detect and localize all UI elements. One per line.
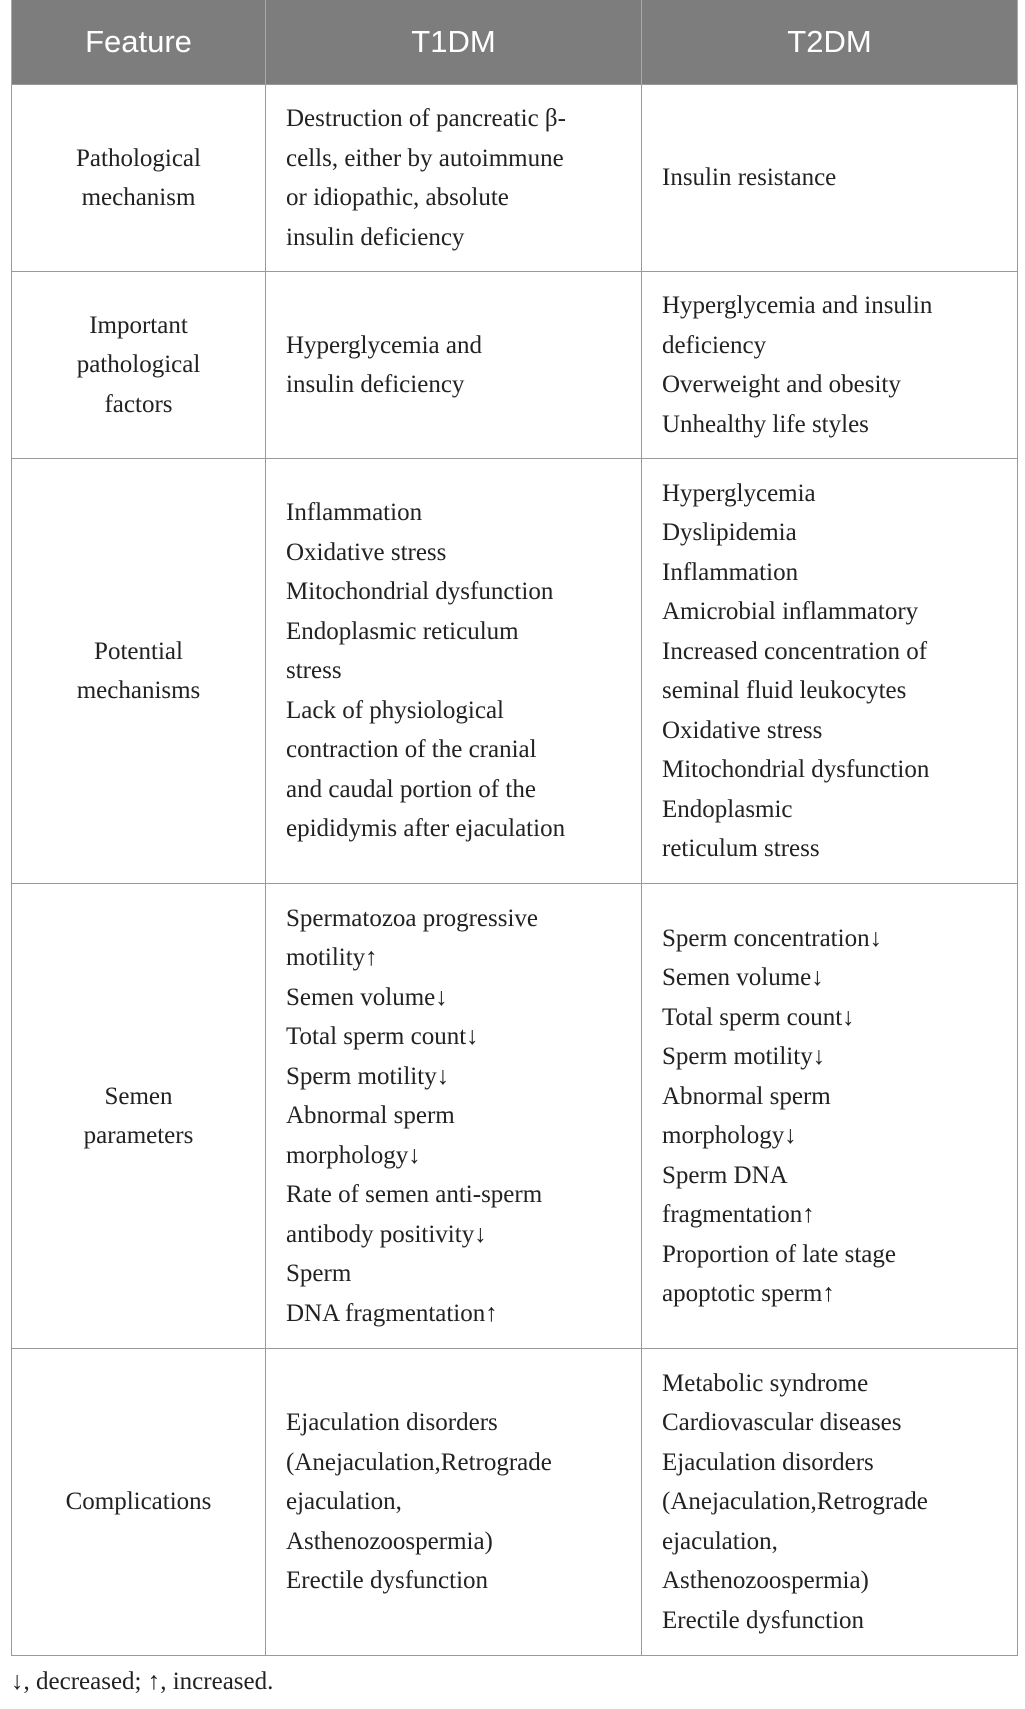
cell-line: Sperm [286,1260,352,1288]
t2dm-cell [642,85,1018,272]
t1dm-cell [266,884,642,1349]
header-t2dm: T2DM [642,0,1018,85]
cell-line: morphology↓ [286,1141,421,1169]
cell-line: Ejaculation disorders [662,1448,874,1476]
cell-line: ejaculation, [286,1488,402,1516]
cell-line: contraction of the cranial [286,736,537,764]
cell-line: reticulum stress [662,835,820,862]
t1dm-cell [266,1349,642,1656]
cell-line: Metabolic syndrome [662,1369,869,1397]
cell-line: apoptotic sperm↑ [662,1280,835,1307]
header-t1dm: T1DM [266,0,642,85]
table-row [12,884,1018,1349]
table-row [12,272,1018,459]
cell-line: seminal fluid leukocytes [662,677,907,704]
cell-line: Abnormal sperm [662,1082,831,1110]
cell-line: Sperm concentration↓ [662,924,883,952]
cell-line: Semen volume↓ [286,983,448,1011]
cell-line: insulin deficiency [286,223,465,251]
cell-line: Inflammation [286,499,423,527]
cell-line: or idiopathic, absolute [286,184,509,211]
cell-line: Total sperm count↓ [662,1003,855,1031]
feature-cell [12,1349,266,1656]
t1dm-cell [266,272,642,459]
cell-line: Dyslipidemia [662,519,797,546]
cell-line: Abnormal sperm [286,1102,455,1130]
cell-line: Sperm motility↓ [662,1043,826,1070]
cell-line: Semen volume↓ [662,964,824,991]
t1dm-cell [266,459,642,884]
cell-line: Oxidative stress [286,538,447,566]
cell-line: Oxidative stress [662,716,823,744]
cell-line: Sperm motility↓ [286,1062,450,1090]
t1dm-cell [266,85,642,272]
t2dm-cell [642,1349,1018,1656]
cell-line: Hyperglycemia and [286,331,482,359]
cell-line: Erectile dysfunction [286,1567,489,1595]
table-body [12,85,1018,1656]
header-row [12,0,1018,85]
cell-line: (Anejaculation,Retrograde [286,1448,552,1476]
cell-line: deficiency [662,331,767,359]
cell-line: Amicrobial inflammatory [662,598,919,625]
cell-line: mechanisms [76,677,201,704]
cell-line: Lack of physiological [286,696,504,724]
t2dm-cell [642,459,1018,884]
cell-line: Endoplasmic reticulum [286,617,519,645]
cell-line: Unhealthy life styles [662,410,869,438]
cell-line: factors [104,390,173,418]
t2dm-cell [642,272,1018,459]
cell-line: Endoplasmic [662,795,793,823]
cell-line: insulin deficiency [286,371,465,398]
cell-line: Proportion of late stage [662,1240,896,1268]
cell-line: Complications [65,1488,212,1516]
table-header [12,0,1018,85]
cell-line: Mitochondrial dysfunction [286,578,554,606]
table-row [12,459,1018,884]
cell-line: (Anejaculation,Retrograde [662,1488,928,1516]
cell-line: Sperm DNA [662,1161,788,1189]
cell-line: fragmentation↑ [662,1201,815,1228]
feature-cell [12,85,266,272]
cell-line: Cardiovascular diseases [662,1409,902,1437]
feature-cell [12,884,266,1349]
cell-line: antibody positivity↓ [286,1220,487,1248]
cell-line: Inflammation [662,558,799,586]
cell-line: Total sperm count↓ [286,1023,479,1051]
cell-line: Semen [104,1082,173,1110]
cell-line: morphology↓ [662,1122,797,1149]
cell-line: Hyperglycemia and insulin [662,292,933,319]
cell-line: Destruction of pancreatic β- [286,105,566,132]
cell-line: Important [89,311,188,339]
cell-line: Potential [94,637,183,665]
table-row [12,1349,1018,1656]
cell-line: Asthenozoospermia) [662,1567,869,1595]
feature-cell [12,272,266,459]
cell-line: Increased concentration of [662,637,928,665]
cell-line: cells, either by autoimmune [286,144,564,172]
cell-line: Asthenozoospermia) [286,1527,493,1555]
feature-cell [12,459,266,884]
cell-line: mechanism [81,184,196,211]
table-footnote: ↓, decreased; ↑, increased. [11,1668,274,1695]
table-row [12,85,1018,272]
cell-line: Erectile dysfunction [662,1606,865,1634]
cell-line: and caudal portion of the [286,775,536,803]
cell-line: Rate of semen anti-sperm [286,1181,543,1209]
cell-line: Ejaculation disorders [286,1409,498,1437]
cell-line: parameters [83,1122,194,1149]
cell-line: Mitochondrial dysfunction [662,756,930,783]
cell-line: Pathological [76,144,201,172]
header-feature: Feature [12,0,266,85]
cell-line: pathological [76,351,201,379]
cell-line: Hyperglycemia [662,479,816,507]
cell-line: ejaculation, [662,1527,778,1555]
cell-line: Spermatozoa progressive [286,904,539,932]
comparison-table [11,0,1018,1656]
cell-line: epididymis after ejaculation [286,815,566,843]
cell-line: motility↑ [286,944,378,972]
cell-line: Insulin resistance [662,164,837,192]
t2dm-cell [642,884,1018,1349]
cell-line: DNA fragmentation↑ [286,1299,498,1327]
cell-line: stress [286,657,342,685]
cell-line: Overweight and obesity [662,371,901,398]
